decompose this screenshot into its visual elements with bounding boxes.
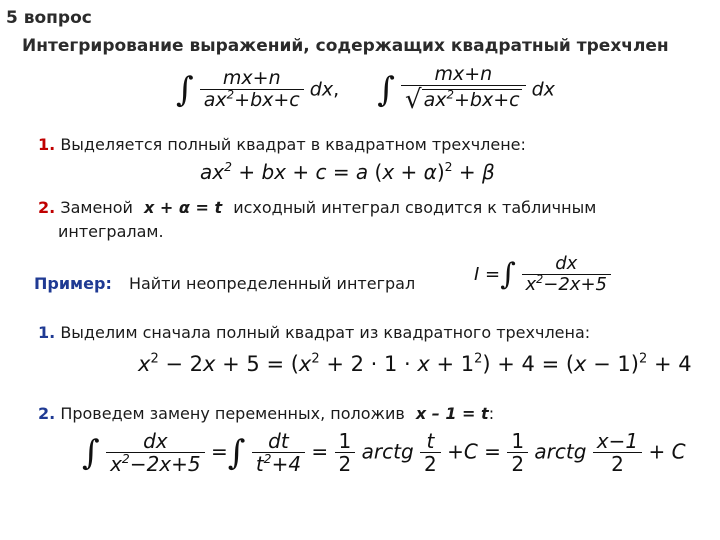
solution-step-2-text: Проведем замену переменных, положив [60,404,405,423]
step-2-number: 2. [38,198,56,217]
page-title: Интегрирование выражений, содержащих квадратный трехчлен [22,36,669,56]
solution-step-2 [38,404,494,423]
solution-step-1 [38,323,590,342]
solution-step-2-substitution: x – 1 = t [415,404,489,423]
formula-example-integral: I =∫ $\frac{dx}{x^2-2x+5}$ [474,254,611,295]
step-1-text [38,135,526,154]
step-2-text [38,198,596,217]
solution-step-1-number: 1. [38,323,56,342]
example-label: Пример: [34,274,112,293]
formula-final: ∫ $\frac{dx}{x^2-2x+5}$ =∫ $\frac{dt}{t^2+4}$ = $\frac{1}{2}$ arctg $\frac{t}{2}$ +C = $\frac{1}{2}$ arctg $\frac{x-1}{2}$ + C [82,429,686,476]
solution-step-1-text: Выделим сначала полный квадрат из квадратного трехчлена: [60,323,591,342]
step-1-label: Выделяется полный квадрат в квадратном трехчлене: [60,135,526,154]
formula-complete-square: $ax^2$ + bx + c = a $(x + \alpha)^2 + \beta$ [200,158,495,184]
solution-step-2-number: 2. [38,404,56,423]
step-2-before: Заменой [60,198,133,217]
formula-integrals: ∫ $\frac{mx+n}{ax^2+bx+c}$ dx, ∫ $\frac{mx+n}{√ ax^2+bx+c}$ dx [176,63,555,115]
step-1-number: 1. [38,135,56,154]
formula-square-example: $x^2 - 2x + 5 = (x^2 + 2 \cdot 1 \cdot x + 1^2) + 4 = (x - 1)^2 + 4$ [138,351,692,376]
step-2-line2: интегралам. [58,222,164,241]
example-text: Найти неопределенный интеграл [128,274,416,293]
step-2-after: исходный интеграл сводится к табличным [233,198,597,217]
step-2-substitution: x + α = t [144,198,223,217]
example-line [34,274,415,293]
solution-step-2-colon: : [488,404,495,423]
question-number: 5 вопрос [6,8,92,28]
